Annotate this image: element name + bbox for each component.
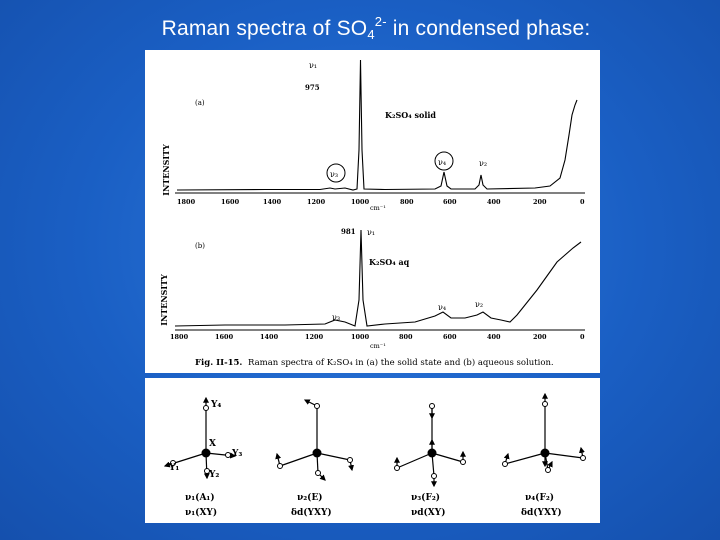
spectrum-a-tick-label: 1000: [351, 198, 370, 206]
spectrum-a-nu2-label: ν₂: [479, 159, 488, 168]
spectrum-b-y-axis-label: INTENSITY: [159, 274, 169, 326]
spectrum-a-tick-label: 1400: [263, 198, 282, 206]
spectrum-b-trace: [175, 230, 581, 326]
spectrum-a-tick-label: 1800: [177, 198, 196, 206]
spectrum-b-tick-label: 400: [487, 333, 501, 341]
spectrum-b-tick-label: 0: [580, 333, 585, 341]
mode-nu4-symmetry: ν₄(F₂): [525, 493, 555, 503]
spectrum-b-nu1-label: ν₁: [367, 228, 376, 237]
spectrum-b-units: cm⁻¹: [370, 342, 386, 350]
raman-spectra-figure: [145, 50, 600, 373]
spectrum-b-ticks: [170, 333, 585, 341]
spectrum-b-tick-label: 1600: [215, 333, 234, 341]
figure-caption-text: Raman spectra of K₂SO₄ in (a) the solid state and (b) aqueous solution.: [248, 358, 554, 368]
mode-nu1-description: ν₁(XY): [185, 508, 218, 518]
mode-nu1-diagram: [165, 398, 242, 518]
atom-label-y2: Y₂: [209, 470, 220, 480]
spectrum-a-trace: [177, 60, 577, 190]
atom-label-y4: Y₄: [211, 400, 222, 410]
mode-nu3-description: νd(XY): [411, 508, 446, 518]
spectrum-a-tick-label: 400: [487, 198, 501, 206]
spectrum-b-nu4-label: ν₄: [438, 303, 447, 312]
spectrum-a-units: cm⁻¹: [370, 204, 386, 212]
spectrum-a-tick-label: 0: [580, 198, 585, 206]
spectrum-a-tick-label: 600: [443, 198, 457, 206]
mode-nu2-description: δd(YXY): [291, 508, 332, 518]
spectrum-a-nu3-label: ν₃: [330, 170, 339, 179]
spectrum-b-panel-label: (b): [195, 242, 205, 250]
spectrum-b-tick-label: 1400: [260, 333, 279, 341]
spectrum-b-tick-label: 1000: [351, 333, 370, 341]
mode-nu3-symmetry: ν₃(F₂): [411, 493, 441, 503]
atom-label-y1: Y₁: [169, 463, 180, 473]
spectrum-b-sample-label: K₂SO₄ aq: [369, 257, 410, 267]
figure-caption-label: Fig. II-15.: [195, 358, 243, 368]
spectrum-a-tick-label: 200: [533, 198, 547, 206]
spectrum-a-tick-label: 1600: [221, 198, 240, 206]
spectrum-b-tick-label: 1800: [170, 333, 189, 341]
spectrum-a-tick-label: 800: [400, 198, 414, 206]
spectrum-b-tick-label: 600: [443, 333, 457, 341]
slide-title: Raman spectra of $SO_4^{2-}$ in condensed phase:: [161, 14, 591, 42]
spectrum-a: [161, 60, 585, 212]
atom-label-y3: Y₃: [232, 449, 243, 459]
spectrum-a-peak-value: 975: [305, 83, 320, 92]
vibrational-modes-figure: [145, 378, 600, 523]
spectrum-a-nu1-label: ν₁: [309, 61, 318, 70]
spectrum-a-nu4-label: ν₄: [438, 158, 447, 167]
mode-nu2-symmetry: ν₂(E): [297, 493, 323, 503]
spectrum-a-y-axis-label: INTENSITY: [161, 144, 171, 196]
spectrum-a-tick-label: 1200: [307, 198, 326, 206]
atom-label-x: X: [209, 439, 216, 449]
mode-nu3-diagram: [395, 404, 466, 519]
spectrum-b-tick-label: 800: [399, 333, 413, 341]
spectrum-b-tick-label: 1200: [305, 333, 324, 341]
spectrum-b-tick-label: 200: [533, 333, 547, 341]
spectrum-a-sample-label: K₂SO₄ solid: [385, 110, 437, 120]
spectrum-b-nu3-label: ν₃: [332, 313, 341, 322]
spectrum-b: [159, 227, 585, 350]
mode-nu1-symmetry: ν₁(A₁): [185, 493, 215, 503]
spectrum-a-panel-label: (a): [195, 99, 205, 107]
spectrum-b-nu2-label: ν₂: [475, 300, 484, 309]
mode-nu2-diagram: [277, 400, 353, 518]
mode-nu4-description: δd(YXY): [521, 508, 562, 518]
spectrum-b-peak-value: 981: [341, 227, 356, 236]
mode-nu4-diagram: [503, 394, 586, 518]
